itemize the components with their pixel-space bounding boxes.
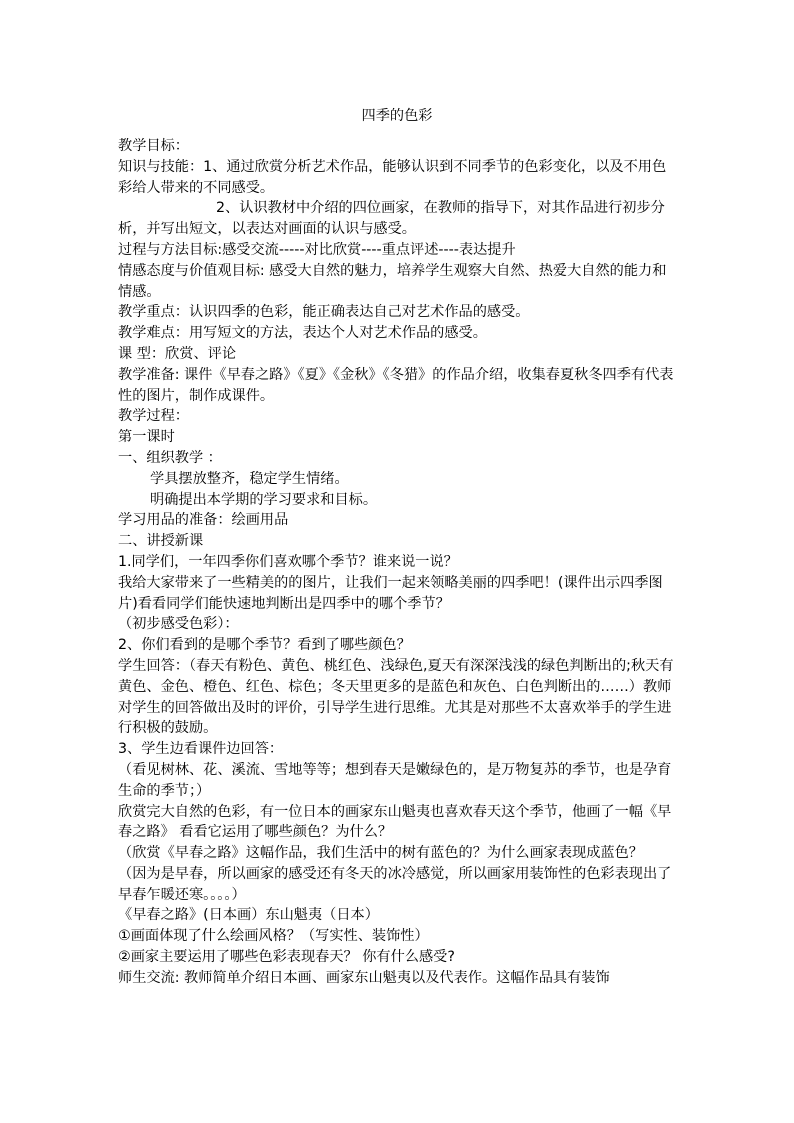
paragraph: ②画家主要运用了哪些色彩表现春天？ 你有什么感受? [118, 949, 455, 966]
paragraph: 2、认识教材中介绍的四位画家，在教师的指导下，对其作品进行初步分析，并写出短文，以表达对画面的认识与感受。 [118, 200, 665, 238]
paragraph: （看见树林、花、溪流、雪地等等；想到春天是嫩绿色的，是万物复苏的季节，也是孕育生命的季节；） [118, 761, 672, 799]
paragraph: 2、你们看到的是哪个季节？看到了哪些颜色？ [118, 637, 411, 654]
paragraph: 学习用品的准备：绘画用品 [118, 512, 289, 529]
paragraph: 教学目标： [118, 138, 189, 154]
paragraph: 学具摆放整齐，稳定学生情绪。 [150, 470, 349, 487]
paragraph: 过程与方法目标:感受交流-----对比欣赏----重点评述----表达提升 [118, 241, 516, 258]
paragraph: 学生回答：（春天有粉色、黄色、桃红色、浅绿色,夏天有深深浅浅的绿色判断出的;秋天有黄色、金色、橙色、红色、棕色；冬天里更多的是蓝色和灰色、白色判断出的……）教师对学生的回答做出及时的评价，引导学生进行思维。尤其是对那些不太喜欢举手的学生进行积极的鼓励。 [118, 657, 674, 737]
paragraph: 教学重点：认识四季的色彩，能正确表达自己对艺术作品的感受。 [118, 304, 530, 321]
paragraph: （欣赏《早春之路》这幅作品，我们生活中的树有蓝色的？为什么画家表现成蓝色？ [118, 845, 643, 862]
paragraph: 知识与技能：1、通过欣赏分析艺术作品，能够认识到不同季节的色彩变化，以及不用色彩给人带来的不同感受。 [118, 158, 667, 196]
paragraph: 教学难点：用写短文的方法，表达个人对艺术作品的感受。 [118, 325, 487, 342]
paragraph: 1.同学们，一年四季你们喜欢哪个季节？谁来说一说？ [118, 553, 458, 570]
paragraph: ①画面体现了什么绘画风格？（写实性、装饰性） [118, 928, 429, 945]
paragraph: 教学准备: 课件《早春之路》《夏》《金秋》《冬猎》的作品介绍，收集春夏秋冬四季有代表性的图片，制作成课件。 [118, 366, 674, 404]
document-body [118, 106, 676, 989]
paragraph: 明确提出本学期的学习要求和目标。 [150, 491, 378, 508]
paragraph: 我给大家带来了一些精美的的图片，让我们一起来领略美丽的四季吧！(课件出示四季图片)看看同学们能快速地判断出是四季中的哪个季节？ [118, 574, 663, 612]
paragraph: 教学过程： [118, 408, 189, 425]
paragraph: 《早春之路》(日本画）东山魁夷（日本） [118, 907, 379, 924]
paragraph: 师生交流: 教师简单介绍日本画、画家东山魁夷以及代表作。这幅作品具有装饰 [118, 969, 610, 986]
paragraph: （因为是早春，所以画家的感受还有冬天的冰冷感觉，所以画家用装饰性的色彩表现出了早春乍暖还寒。。。。） [118, 865, 672, 903]
paragraph: 二、讲授新课 [118, 533, 204, 550]
paragraph: 第一课时 [118, 429, 175, 446]
paragraph: 3、学生边看课件边回答： [118, 741, 284, 758]
document-title: 四季的色彩 [361, 108, 433, 124]
paragraph: 欣赏完大自然的色彩，有一位日本的画家东山魁夷也喜欢春天这个季节，他画了一幅《早春之路》 看看它运用了哪些颜色？为什么？ [118, 803, 672, 841]
paragraph: （初步感受色彩）： [118, 616, 239, 633]
paragraph: 课 型：欣赏、评论 [118, 345, 237, 362]
paragraph: 情感态度与价值观目标: 感受大自然的魅力，培养学生观察大自然、热爱大自然的能力和情感。 [118, 262, 667, 300]
paragraph: 一、组织教学 ： [118, 449, 222, 466]
